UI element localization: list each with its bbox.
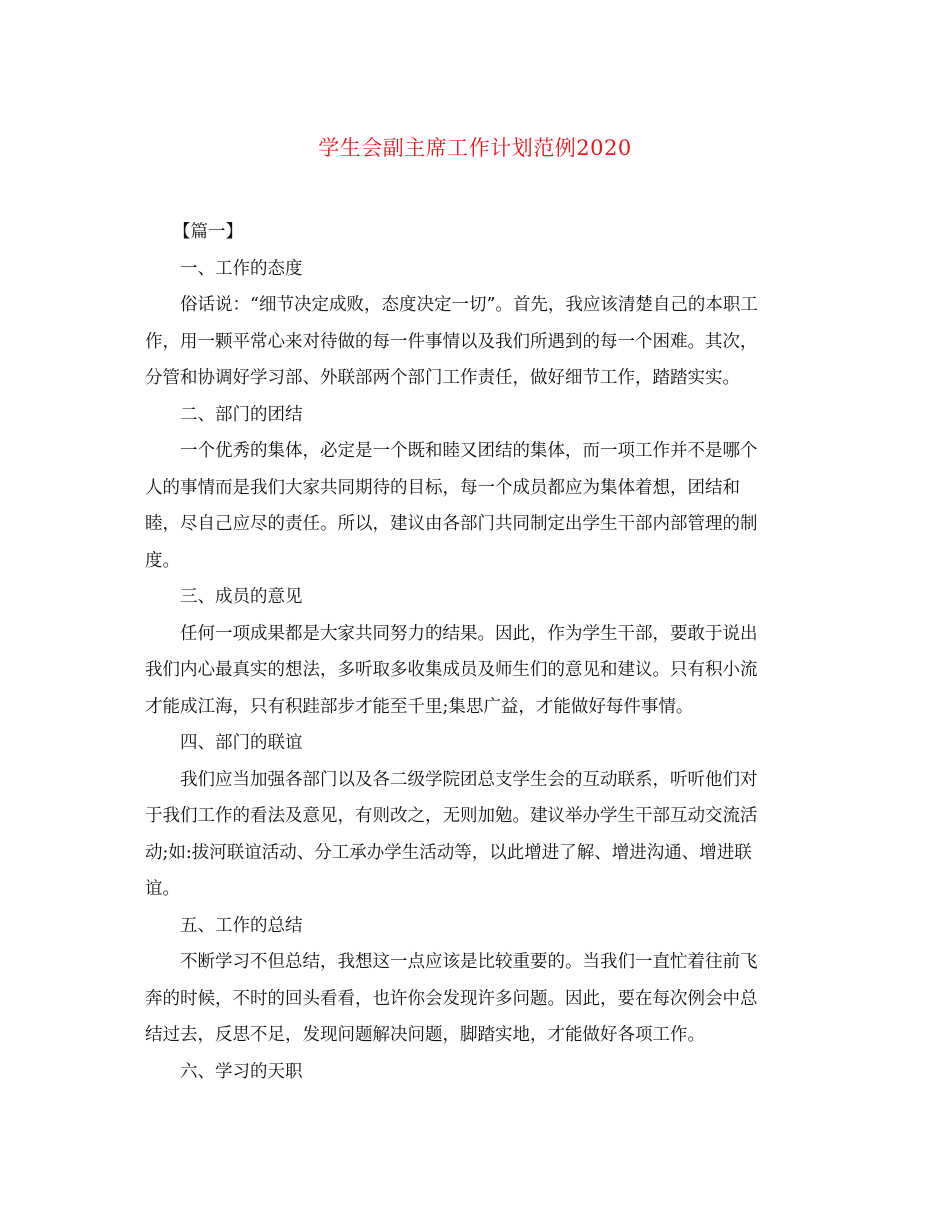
part-label: 【篇一】 [173,222,243,242]
paragraph-line: 不断学习不但总结，我想这一点应该是比较重要的。当我们一直忙着往前飞 [180,952,758,972]
paragraph-line: 睦，尽自己应尽的责任。所以，建议由各部门共同制定出学生干部内部管理的制 [145,514,758,534]
paragraph-line: 动;如:拔河联谊活动、分工承办学生活动等，以此增进了解、增进沟通、增进联 [145,842,752,863]
document-title: 学生会副主席工作计划范例2020 [318,136,632,160]
section-heading: 一、工作的态度 [180,258,303,279]
paragraph-line: 人的事情而是我们大家共同期待的目标，每一个成员都应为集体着想，团结和 [145,477,740,498]
paragraph-line: 我们内心最真实的想法，多听取多收集成员及师生们的意见和建议。只有积小流 [145,660,758,680]
paragraph-line: 我们应当加强各部门以及各二级学院团总支学生会的互动联系，听听他们对 [180,769,758,790]
paragraph-line: 度。 [145,550,180,571]
paragraph-line: 作，用一颗平常心来对待做的每一件事情以及我们所遇到的每一个困难。其次， [145,331,758,352]
paragraph-line: 才能成江海，只有积跬部步才能至千里;集思广益，才能做好每件事情。 [145,696,694,717]
paragraph-line: 于我们工作的看法及意见，有则改之，无则加勉。建议举办学生干部互动交流活 [145,806,758,826]
section-heading: 三、成员的意见 [180,587,303,607]
section-heading: 二、部门的团结 [180,404,303,425]
document-body [145,214,800,1090]
paragraph-line: 俗话说：“细节决定成败，态度决定一切”。首先，我应该清楚自己的本职工 [180,295,758,315]
section-heading: 五、工作的总结 [180,915,303,936]
paragraph-line: 分管和协调好学习部、外联部两个部门工作责任，做好细节工作，踏踏实实。 [145,368,740,388]
paragraph-line: 奔的时候，不时的回头看看，也许你会发现许多问题。因此，要在每次例会中总 [145,988,758,1009]
section-heading: 四、部门的联谊 [180,733,303,753]
section-heading: 六、学习的天职 [180,1061,303,1082]
paragraph-line: 一个优秀的集体，必定是一个既和睦又团结的集体，而一项工作并不是哪个 [180,441,758,461]
paragraph-line: 谊。 [145,879,180,899]
paragraph-line: 结过去，反思不足，发现问题解决问题，脚踏实地，才能做好各项工作。 [145,1025,705,1045]
paragraph-line: 任何一项成果都是大家共同努力的结果。因此，作为学生干部，要敢于说出 [180,623,758,644]
